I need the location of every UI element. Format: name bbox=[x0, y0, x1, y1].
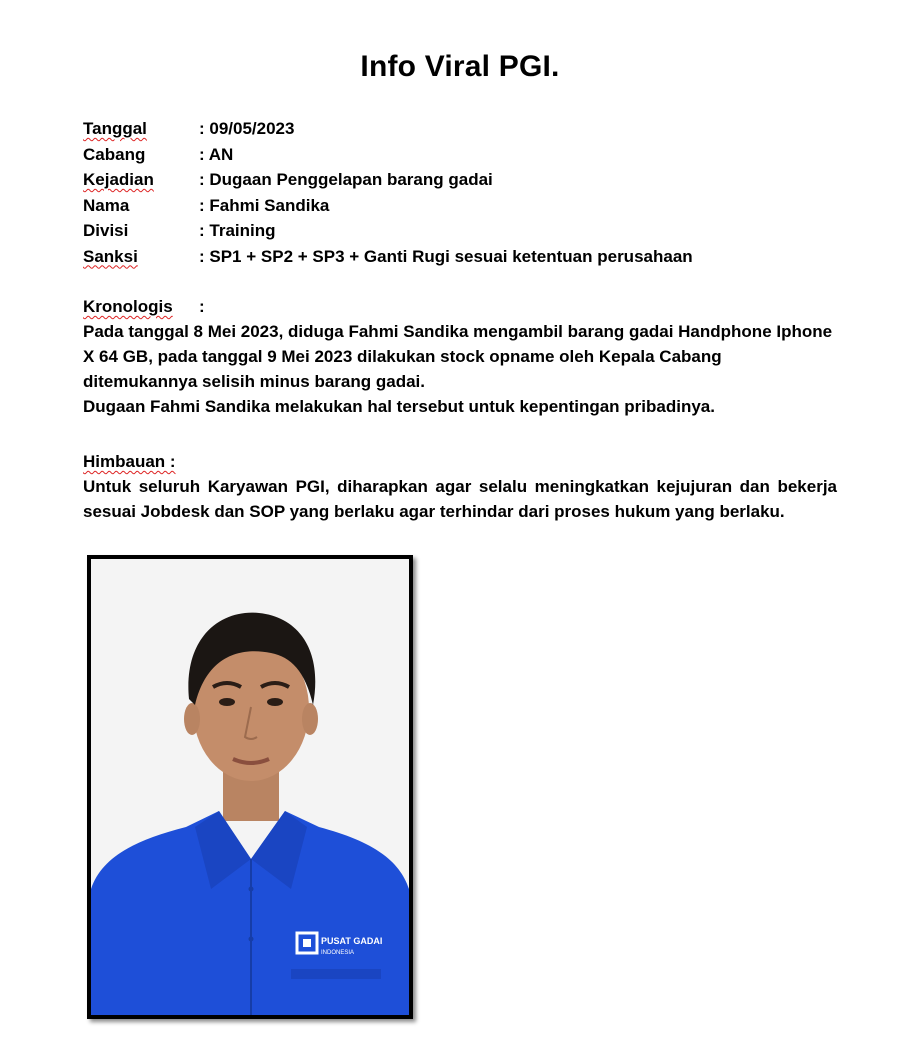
employee-photo bbox=[87, 555, 413, 1019]
kronologis-paragraph: Dugaan Fahmi Sandika melakukan hal tersebut untuk kepentingan pribadinya. bbox=[83, 397, 715, 416]
logo-text-line2: INDONESIA bbox=[321, 950, 355, 956]
logo-text-line1: PUSAT GADAI bbox=[321, 936, 383, 946]
kronologis-paragraph: Pada tanggal 8 Mei 2023, diduga Fahmi Sandika mengambil barang gadai Handphone Iphone X 64 GB, pada tanggal 9 Mei 2023 dilakukan stock opname oleh Kepala Cabang ditemukannya selisih minus barang gadai. bbox=[83, 322, 833, 391]
field-label: Tanggal bbox=[83, 119, 147, 138]
field-label: Kejadian bbox=[83, 170, 154, 189]
field-value: : Dugaan Penggelapan barang gadai bbox=[199, 170, 493, 189]
pocket-flap bbox=[291, 969, 381, 979]
ear-right bbox=[302, 703, 318, 735]
ear-left bbox=[184, 703, 200, 735]
field-divisi bbox=[83, 218, 693, 244]
kronologis-heading bbox=[83, 294, 837, 319]
field-sanksi bbox=[83, 244, 693, 270]
kronologis-section bbox=[83, 294, 837, 419]
field-value: : SP1 + SP2 + SP3 + Ganti Rugi sesuai ketentuan perusahaan bbox=[199, 246, 693, 266]
page-title: Info Viral PGI. bbox=[360, 50, 560, 83]
field-label: Nama bbox=[83, 195, 130, 215]
info-fields bbox=[83, 116, 693, 269]
field-value: : AN bbox=[199, 144, 234, 164]
field-cabang bbox=[83, 142, 693, 168]
eye-right bbox=[267, 698, 283, 706]
button bbox=[249, 887, 254, 892]
field-value: : Training bbox=[199, 221, 276, 240]
field-kejadian bbox=[83, 167, 693, 193]
himbauan-label: Himbauan : bbox=[83, 452, 176, 471]
himbauan-section bbox=[83, 449, 837, 524]
field-label: Cabang bbox=[83, 144, 146, 164]
field-label: Divisi bbox=[83, 221, 129, 240]
eye-left bbox=[219, 698, 235, 706]
field-label: Sanksi bbox=[83, 246, 138, 266]
kronologis-label: Kronologis bbox=[83, 297, 173, 316]
kronologis-colon: : bbox=[199, 297, 205, 316]
button bbox=[249, 937, 254, 942]
field-nama bbox=[83, 193, 693, 219]
himbauan-text: Untuk seluruh Karyawan PGI, diharapkan agar selalu meningkatkan kejujuran dan bekerja sesuai Jobdesk dan SOP yang berlaku agar terhindar dari proses hukum yang berlaku. bbox=[83, 477, 837, 521]
field-value: : 09/05/2023 bbox=[199, 119, 295, 138]
field-tanggal bbox=[83, 116, 693, 142]
portrait-illustration bbox=[91, 559, 409, 1015]
field-value: : Fahmi Sandika bbox=[199, 195, 330, 215]
logo-mark-inner bbox=[303, 939, 311, 947]
